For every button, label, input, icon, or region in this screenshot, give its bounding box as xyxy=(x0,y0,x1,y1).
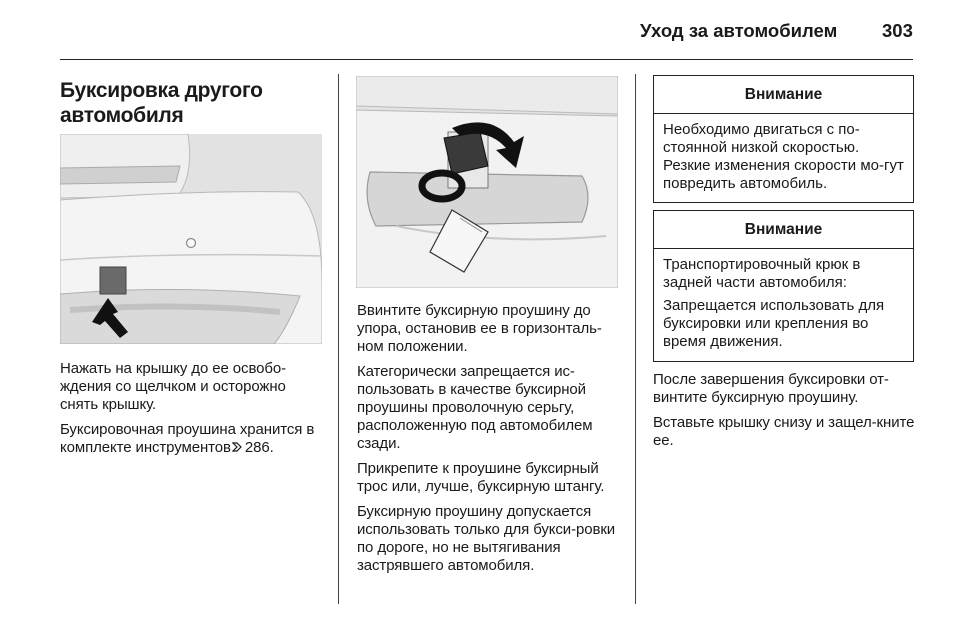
reference-page: 286. xyxy=(244,439,274,456)
bumper-cover-illustration xyxy=(60,134,322,344)
bumper-cover-drawing xyxy=(60,134,322,344)
instruction-insert-cover: Вставьте крышку снизу и защел-кните ее. xyxy=(653,414,915,449)
left-column-text xyxy=(60,360,326,464)
right-column-text xyxy=(653,371,915,457)
instruction-prohibition: Категорически запрещается ис-пользовать в качестве буксирной проушины проволочную серьгу, расположенную под автомобилем сзади. xyxy=(357,363,593,452)
section-title xyxy=(60,78,330,128)
warning-text: Необходимо двигаться с по-стоянной низкой скоростью. Резкие изменения скорости мо-гут повредить автомобиль. xyxy=(663,121,904,192)
column-divider-right xyxy=(635,74,636,604)
warning-text: Транспортировочный крюк в задней части автомобиля: xyxy=(663,256,861,291)
middle-column-text xyxy=(357,302,625,582)
warning-title: Внимание xyxy=(654,211,913,249)
warning-body xyxy=(654,249,913,360)
warning-text: Запрещается использовать для буксировки или крепления во время движения. xyxy=(663,297,885,350)
section-title-line2: автомобиля xyxy=(60,104,184,127)
warning-title: Внимание xyxy=(654,76,913,114)
instruction-road-only: Буксирную проушину допускается использовать только для букси-ровки по дороге, но не вытягивания застрявшего автомобиля. xyxy=(357,503,616,574)
page-number: 303 xyxy=(882,20,913,41)
warning-box-speed xyxy=(653,75,914,203)
instruction-attach-rope: Прикрепите к проушине буксирный трос или, лучше, буксирную штангу. xyxy=(357,460,605,495)
section-title-line1: Буксировка другого xyxy=(60,79,263,102)
page-reference-arrow-icon xyxy=(232,441,242,453)
towing-eye-illustration xyxy=(356,76,618,288)
warning-body xyxy=(654,114,913,202)
storage-text: Буксировочная проушина хранится в комплекте инструментов xyxy=(60,421,315,456)
warning-box-transport-hook xyxy=(653,210,914,362)
instruction-storage xyxy=(60,421,326,457)
column-divider-left xyxy=(338,74,339,604)
running-header-title: Уход за автомобилем xyxy=(640,20,838,41)
instruction-remove-cover: Нажать на крышку до ее освобо-ждения со щелчком и осторожно снять крышку. xyxy=(60,360,287,413)
header-rule xyxy=(60,59,913,60)
towing-eye-drawing xyxy=(356,76,618,288)
instruction-screw-in: Ввинтите буксирную проушину до упора, остановив ее в горизонталь-ном положении. xyxy=(357,302,602,355)
instruction-unscrew: После завершения буксировки от-винтите буксирную проушину. xyxy=(653,371,889,406)
